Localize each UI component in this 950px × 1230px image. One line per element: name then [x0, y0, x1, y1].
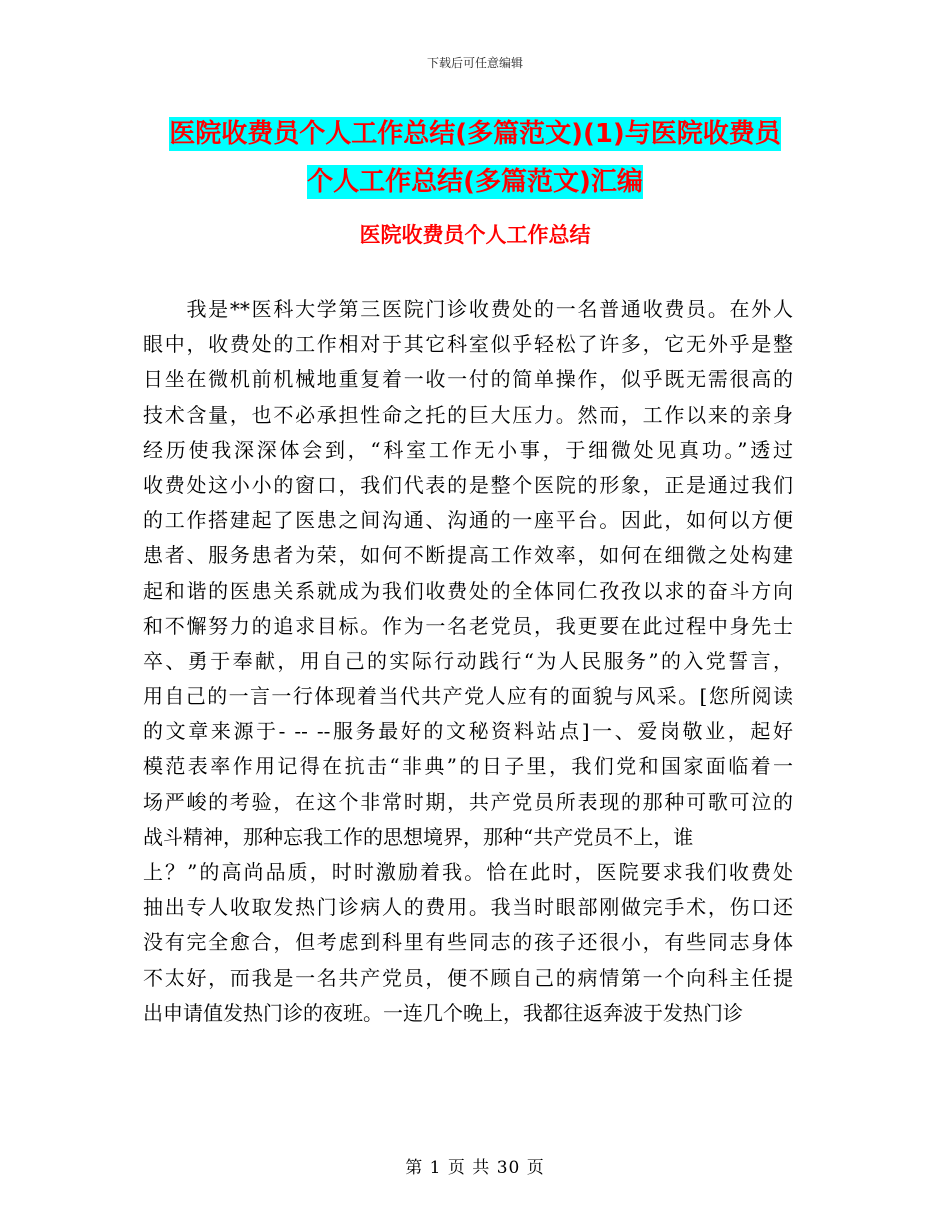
title-line-2: 个人工作总结(多篇范文)汇编 — [307, 167, 643, 197]
body-line: 的文章来源于- -- --服务最好的文秘资料站点]一、爱岗敬业，起好 — [143, 719, 793, 744]
body-line: 不太好，而我是一名共产党员，便不顾自己的病情第一个向科主任提 — [143, 965, 793, 990]
header-note: 下载后可任意编辑 — [426, 56, 523, 70]
body-line: 模范表率作用记得在抗击“非典”的日子里，我们党和国家面临着一 — [143, 754, 793, 779]
title-line-1: 医院收费员个人工作总结(多篇范文)(1)与医院收费员 — [169, 119, 781, 149]
body-line: 上？”的高尚品质，时时激励着我。恰在此时，医院要求我们收费处 — [143, 860, 793, 884]
body-line: 用自己的一言一行体现着当代共产党人应有的面貌与风采。[您所阅读 — [143, 684, 793, 709]
body-line: 场严峻的考验，在这个非常时期，共产党员所表现的那种可歌可泣的 — [143, 789, 793, 814]
body-line: 起和谐的医患关系就成为我们收费处的全体同仁孜孜以求的奋斗方向 — [143, 578, 793, 603]
body-line: 技术含量，也不必承担性命之托的巨大压力。然而，工作以来的亲身 — [143, 402, 793, 427]
body-line: 和不懈努力的追求目标。作为一名老党员，我更要在此过程中身先士 — [143, 613, 793, 638]
body-line: 战斗精神，那种忘我工作的思想境界，那种“共产党员不上，谁 — [143, 824, 694, 849]
body-line: 我是**医科大学第三医院门诊收费处的一名普通收费员。在外人 — [143, 297, 793, 321]
page-footer: 第 1 页 共 30 页 — [405, 1158, 545, 1178]
body-line: 出申请值发热门诊的夜班。一连几个晚上，我都往返奔波于发热门诊 — [143, 1000, 743, 1025]
document-title — [0, 110, 950, 206]
body-line: 收费处这小小的窗口，我们代表的是整个医院的形象，正是通过我们 — [143, 472, 793, 497]
body-line: 眼中，收费处的工作相对于其它科室似乎轻松了许多，它无外乎是整 — [143, 332, 793, 357]
body-line: 卒、勇于奉献，用自己的实际行动践行“为人民服务”的入党誓言， — [143, 648, 793, 673]
body-line: 抽出专人收取发热门诊病人的费用。我当时眼部刚做完手术，伤口还 — [143, 895, 793, 920]
body-line: 的工作搭建起了医患之间沟通、沟通的一座平台。因此，如何以方便 — [143, 508, 793, 533]
body-text — [143, 292, 793, 1031]
body-line: 患者、服务患者为荣，如何不断提高工作效率，如何在细微之处构建 — [143, 543, 793, 568]
body-line: 经历使我深深体会到，“科室工作无小事，于细微处见真功。”透过 — [143, 437, 793, 462]
body-line: 日坐在微机前机械地重复着一收一付的简单操作，似乎既无需很高的 — [143, 367, 793, 392]
body-line: 没有完全愈合，但考虑到科里有些同志的孩子还很小，有些同志身体 — [143, 930, 793, 955]
section-title: 医院收费员个人工作总结 — [359, 223, 591, 247]
